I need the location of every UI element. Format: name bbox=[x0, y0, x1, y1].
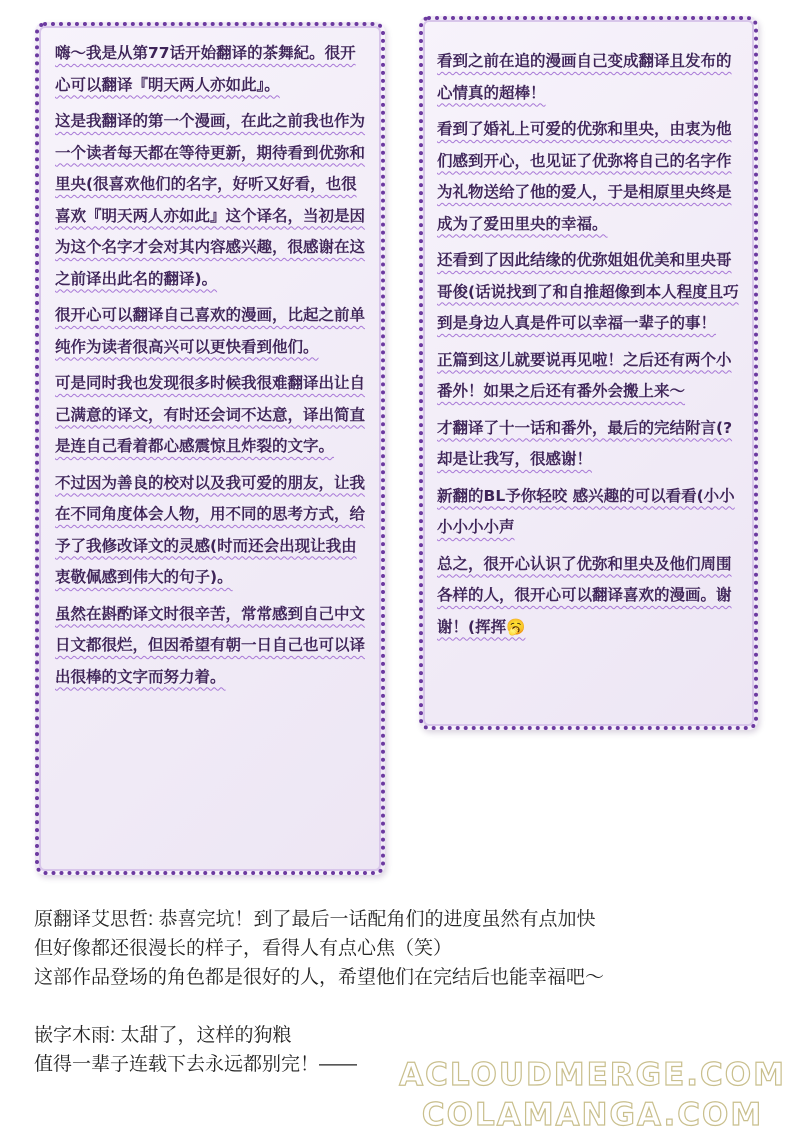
watermark-line-2: COLAMANGA.COM bbox=[421, 1097, 764, 1133]
note-paragraph-text: 总之，很开心认识了优弥和里央及他们周围各样的人，很开心可以翻译喜欢的漫画。谢谢！(挥挥🥱 bbox=[437, 554, 732, 636]
note-paragraph-text: 嗨～我是从第77话开始翻译的茶舞紀。很开心可以翻译『明天两人亦如此』。 bbox=[55, 44, 356, 94]
credits-line: 这部作品登场的角色都是很好的人，希望他们在完结后也能幸福吧～ bbox=[34, 967, 605, 988]
note-paragraph-text: 才翻译了十一话和番外，最后的完结附言(?却是让我写，很感谢！ bbox=[437, 418, 733, 468]
note-paragraph-text: 可是同时我也发现很多时候我很难翻译出让自己满意的译文，有时还会词不达意，译出简直是连自己看着都心感震惊且炸裂的文字。 bbox=[55, 374, 366, 455]
credits-line: 值得一辈子连载下去永远都别完！—— bbox=[34, 1054, 358, 1075]
note-paragraph bbox=[437, 345, 744, 408]
note-paragraph bbox=[55, 468, 371, 594]
left-note-card bbox=[35, 22, 385, 875]
credits-block bbox=[34, 905, 774, 1079]
note-paragraph bbox=[55, 106, 371, 295]
note-paragraph bbox=[437, 549, 744, 644]
note-paragraph bbox=[437, 245, 744, 340]
note-paragraph-text: 看到了婚礼上可爱的优弥和里央，由衷为他们感到开心，也见证了优弥将自己的名字作为礼物送给了他的爱人，于是相原里央终是成为了爱田里央的幸福。 bbox=[437, 120, 732, 233]
right-note-card bbox=[419, 16, 758, 730]
note-paragraph-text: 还看到了因此结缘的优弥姐姐优美和里央哥哥俊(话说找到了和自推超像到本人程度且巧到是身边人真是件可以幸福一辈子的事！ bbox=[437, 251, 739, 332]
credits-line: 原翻译艾思哲: 恭喜完坑！到了最后一话配角们的进度虽然有点加快 bbox=[34, 909, 596, 930]
note-paragraph bbox=[437, 46, 744, 109]
note-paragraph bbox=[55, 38, 371, 101]
note-paragraph-text: 新翻的BL予你轻咬 感兴趣的可以看看(小小小小小小声 bbox=[437, 486, 735, 536]
note-paragraph-text: 不过因为善良的校对以及我可爱的朋友，让我在不同角度体会人物，用不同的思考方式，给予了我修改译文的灵感(时而还会出现让我由衷敬佩感到伟大的句子)。 bbox=[55, 473, 366, 586]
note-paragraph bbox=[55, 599, 371, 694]
note-paragraph-text: 正篇到这儿就要说再见啦！之后还有两个小番外！如果之后还有番外会搬上来～ bbox=[437, 350, 732, 400]
note-paragraph bbox=[55, 300, 371, 363]
credits-line: 嵌字木雨: 太甜了，这样的狗粮 bbox=[34, 1025, 292, 1046]
note-paragraph-text: 虽然在斟酌译文时很辛苦，常常感到自己中文日文都很烂，但因希望有朝一日自己也可以译出很棒的文字而努力着。 bbox=[55, 604, 366, 686]
watermark-line-1: ACLOUDMERGE.COM bbox=[399, 1057, 786, 1093]
note-paragraph-text: 很开心可以翻译自己喜欢的漫画，比起之前单纯作为读者很高兴可以更快看到他们。 bbox=[55, 306, 366, 356]
credits-line: 但好像都还很漫长的样子，看得人有点心焦（笑） bbox=[34, 938, 453, 959]
note-paragraph-text: 看到之前在追的漫画自己变成翻译且发布的心情真的超棒！ bbox=[437, 52, 732, 102]
watermark bbox=[399, 1055, 786, 1135]
note-paragraph bbox=[437, 481, 744, 544]
note-paragraph-text: 这是我翻译的第一个漫画，在此之前我也作为一个读者每天都在等待更新，期待看到优弥和里央(很喜欢他们的名字，好听又好看，也很喜欢『明天两人亦如此』这个译名，当初是因为这个名字才会对其内容感兴趣，很感谢在这之前译出此名的翻译)。 bbox=[55, 112, 366, 288]
note-paragraph bbox=[55, 368, 371, 463]
credits-spacer bbox=[34, 992, 774, 1021]
note-paragraph bbox=[437, 413, 744, 476]
note-paragraph bbox=[437, 114, 744, 240]
